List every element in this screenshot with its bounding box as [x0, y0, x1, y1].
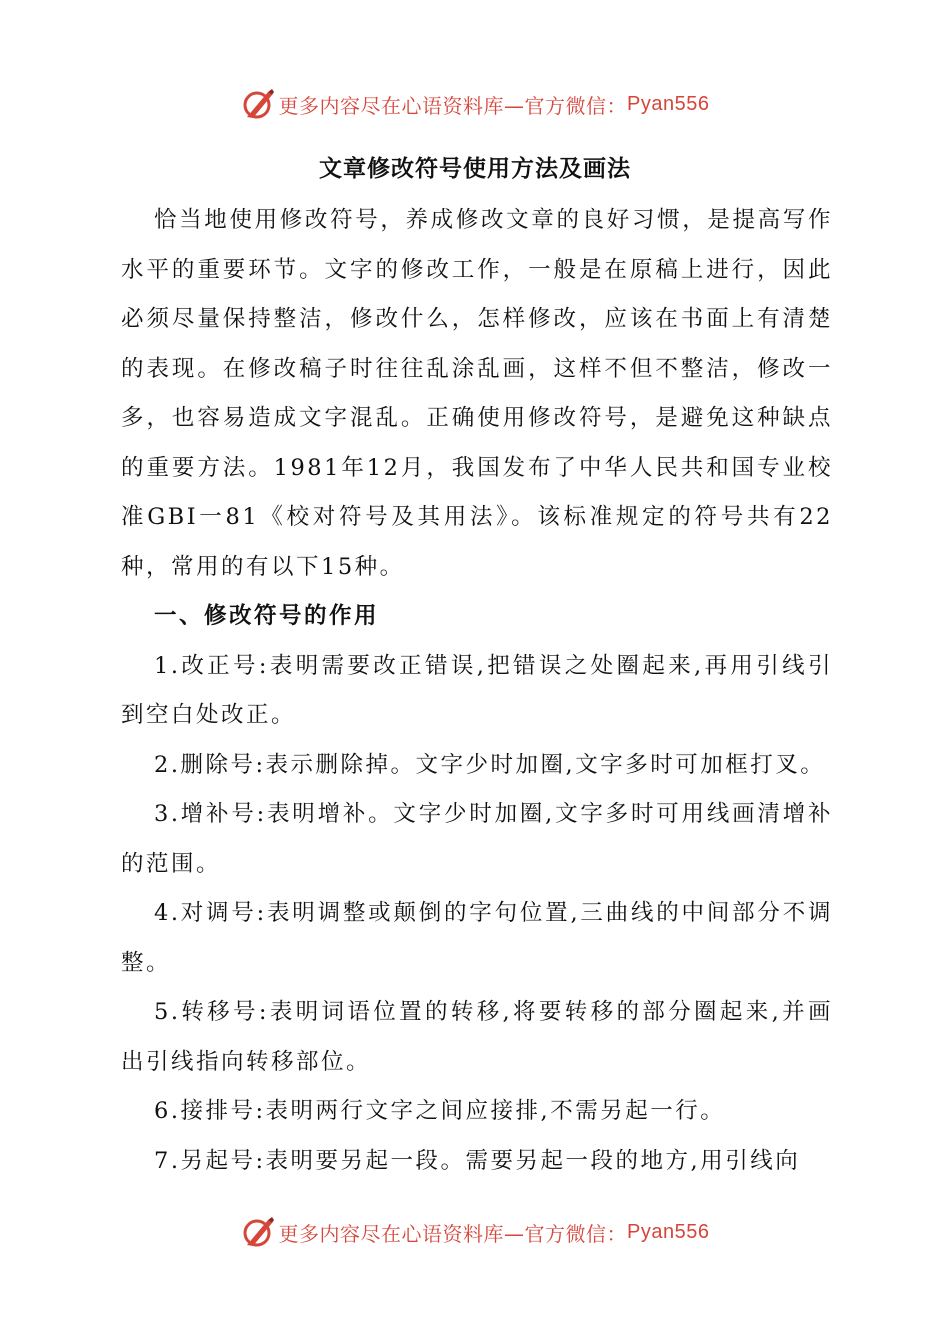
pen-circle-logo-icon [241, 87, 275, 121]
watermark-text: 更多内容尽在心语资料库—官方微信： [278, 1221, 628, 1246]
intro-paragraph: 恰当地使用修改符号，养成修改文章的良好习惯，是提高写作水平的重要环节。文字的修改工作，一般是在原稿上进行，因此必须尽量保持整洁，修改什么，怎样修改，应该在书面上有清楚的表现。在修改稿子时往往乱涂乱画，这样不但不整洁，修改一多，也容易造成文字混乱。正确使用修改符号，是避免这种缺点的重要方法。1981年12月，我国发布了中华人民共和国专业校准GBI一81《校对符号及其用法》。该标准规定的符号共有22种，常用的有以下15种。 [121, 207, 833, 580]
list-item: 7.另起号:表明要另起一段。需要另起一段的地方,用引线向 [154, 1147, 801, 1174]
list-item: 1.改正号:表明需要改正错误,把错误之处圈起来,再用引线引到空白处改正。 [121, 652, 833, 728]
list-item: 5.转移号:表明词语位置的转移,将要转移的部分圈起来,并画出引线指向转移部位。 [121, 999, 833, 1075]
list-item: 2.删除号:表示删除掉。文字少时加圈,文字多时可加框打叉。 [154, 751, 826, 778]
watermark-wechat-id: Pyan556 [627, 92, 710, 115]
list-item: 4.对调号:表明调整或颠倒的字句位置,三曲线的中间部分不调整。 [121, 900, 833, 976]
pen-circle-logo-icon [241, 1215, 275, 1249]
list-item: 3.增补号:表明增补。文字少时加圈,文字多时可用线画清增补的范围。 [121, 801, 833, 877]
watermark-wechat-id: Pyan556 [627, 1220, 710, 1243]
footer-watermark [0, 1212, 950, 1252]
watermark-text: 更多内容尽在心语资料库—官方微信： [278, 93, 628, 118]
header-watermark [0, 84, 950, 124]
document-title: 文章修改符号使用方法及画法 [319, 155, 631, 182]
list-item: 6.接排号:表明两行文字之间应接排,不需另起一行。 [154, 1098, 726, 1124]
section-heading: 一、修改符号的作用 [154, 603, 380, 629]
document-body [121, 196, 833, 1186]
